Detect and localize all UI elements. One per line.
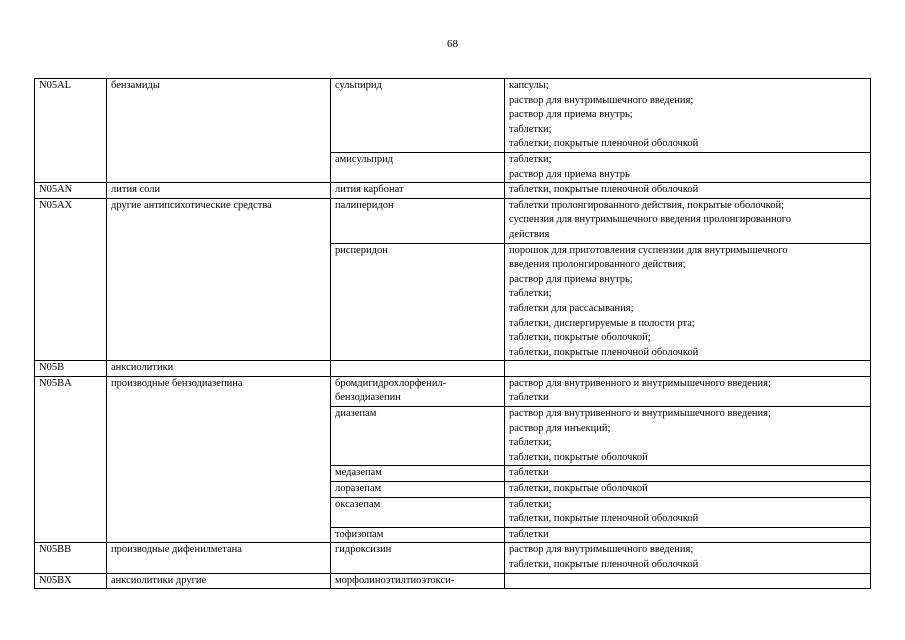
dosage-forms-cell bbox=[505, 482, 871, 498]
group-cell bbox=[107, 466, 331, 482]
dosage-form-line: таблетки bbox=[509, 528, 549, 540]
dosage-form-line: раствор для приема внутрь; bbox=[509, 273, 633, 285]
dosage-form-line: действия bbox=[509, 228, 550, 240]
atc-code-cell bbox=[35, 243, 107, 361]
atc-code-cell bbox=[35, 407, 107, 466]
table-row bbox=[35, 361, 871, 377]
table-row bbox=[35, 543, 871, 573]
atc-code-cell: N05AX bbox=[35, 198, 107, 243]
drug-name-line: гидроксизин bbox=[335, 544, 392, 556]
table-row bbox=[35, 407, 871, 466]
dosage-form-line: раствор для внутримышечного введения; bbox=[509, 544, 694, 556]
group-cell: анксиолитики другие bbox=[107, 573, 331, 589]
drug-name-line: палиперидон bbox=[335, 199, 394, 211]
drug-name-cell bbox=[331, 376, 505, 406]
dosage-forms-cell bbox=[505, 361, 871, 377]
dosage-forms-cell bbox=[505, 543, 871, 573]
dosage-form-line: суспензия для внутримышечного введения пролонгированного bbox=[509, 214, 792, 226]
atc-code-cell bbox=[35, 527, 107, 543]
table-row bbox=[35, 198, 871, 243]
dosage-form-line: таблетки bbox=[509, 467, 549, 479]
dosage-form-line: таблетки, покрытые пленочной оболочкой bbox=[509, 346, 699, 358]
drug-name-cell bbox=[331, 573, 505, 589]
group-cell bbox=[107, 407, 331, 466]
group-cell: производные бензодиазепина bbox=[107, 376, 331, 406]
drug-name-cell bbox=[331, 152, 505, 182]
atc-code-cell bbox=[35, 482, 107, 498]
table-body bbox=[35, 79, 871, 589]
atc-code-cell bbox=[35, 152, 107, 182]
dosage-form-line: раствор для инъекций; bbox=[509, 422, 611, 434]
dosage-form-line: таблетки, диспергируемые в полости рта; bbox=[509, 317, 695, 329]
dosage-form-line: раствор для внутримышечного введения; bbox=[509, 94, 694, 106]
group-cell: лития соли bbox=[107, 183, 331, 199]
drug-name-line: оксазепам bbox=[335, 498, 381, 510]
dosage-form-line: введения пролонгированного действия; bbox=[509, 259, 686, 271]
drug-name-line: морфолиноэтилтиоэтокси- bbox=[335, 574, 455, 586]
group-cell bbox=[107, 243, 331, 361]
dosage-forms-cell bbox=[505, 183, 871, 199]
table-row bbox=[35, 527, 871, 543]
drug-name-cell bbox=[331, 497, 505, 527]
group-cell: производные дифенилметана bbox=[107, 543, 331, 573]
atc-code-cell: N05BX bbox=[35, 573, 107, 589]
drug-name-line: бромдигидрохлорфенил- bbox=[335, 377, 447, 389]
atc-code-cell: N05AN bbox=[35, 183, 107, 199]
drug-name-cell bbox=[331, 482, 505, 498]
atc-code-cell bbox=[35, 466, 107, 482]
dosage-form-line: раствор для приема внутрь bbox=[509, 168, 630, 180]
table-row bbox=[35, 482, 871, 498]
atc-code-cell: N05AL bbox=[35, 79, 107, 153]
group-cell bbox=[107, 152, 331, 182]
dosage-form-line: таблетки, покрытые оболочкой bbox=[509, 451, 648, 463]
dosage-form-line: раствор для внутривенного и внутримышечного введения; bbox=[509, 408, 771, 420]
atc-code-cell: N05BB bbox=[35, 543, 107, 573]
table-row bbox=[35, 573, 871, 589]
drug-name-cell bbox=[331, 466, 505, 482]
table-row bbox=[35, 376, 871, 406]
table-row bbox=[35, 183, 871, 199]
dosage-forms-cell bbox=[505, 407, 871, 466]
drug-name-line: лития карбонат bbox=[335, 184, 404, 196]
dosage-form-line: таблетки bbox=[509, 392, 549, 404]
group-cell bbox=[107, 527, 331, 543]
dosage-form-line: таблетки, покрытые пленочной оболочкой bbox=[509, 138, 699, 150]
dosage-forms-cell bbox=[505, 79, 871, 153]
table-row bbox=[35, 152, 871, 182]
drug-table bbox=[34, 78, 871, 589]
dosage-form-line: таблетки; bbox=[509, 123, 552, 135]
group-cell bbox=[107, 497, 331, 527]
dosage-form-line: таблетки, покрытые пленочной оболочкой bbox=[509, 559, 699, 570]
dosage-form-line: таблетки, покрытые оболочкой bbox=[509, 483, 648, 495]
dosage-forms-cell bbox=[505, 152, 871, 182]
atc-code-cell: N05BA bbox=[35, 376, 107, 406]
group-cell: другие антипсихотические средства bbox=[107, 198, 331, 243]
group-cell bbox=[107, 482, 331, 498]
drug-name-cell bbox=[331, 243, 505, 361]
drug-name-line: лоразепам bbox=[335, 483, 382, 495]
drug-name-line: сульпирид bbox=[335, 80, 382, 91]
atc-code-cell: N05B bbox=[35, 361, 107, 377]
page-number: 68 bbox=[447, 38, 458, 50]
dosage-forms-cell bbox=[505, 243, 871, 361]
dosage-form-line: таблетки; bbox=[509, 153, 552, 165]
dosage-form-line: раствор для внутривенного и внутримышечного введения; bbox=[509, 377, 771, 389]
dosage-form-line: таблетки, покрытые оболочкой; bbox=[509, 332, 651, 344]
dosage-form-line: таблетки, покрытые пленочной оболочкой bbox=[509, 513, 699, 525]
drug-name-cell bbox=[331, 198, 505, 243]
drug-name-cell bbox=[331, 543, 505, 573]
drug-name-cell bbox=[331, 527, 505, 543]
drug-name-cell bbox=[331, 79, 505, 153]
dosage-forms-cell bbox=[505, 497, 871, 527]
table-row bbox=[35, 466, 871, 482]
group-cell: бензамиды bbox=[107, 79, 331, 153]
drug-name-cell bbox=[331, 361, 505, 377]
dosage-form-line: таблетки для рассасывания; bbox=[509, 302, 634, 314]
dosage-form-line: таблетки пролонгированного действия, покрытые оболочкой; bbox=[509, 199, 784, 211]
group-cell: анксиолитики bbox=[107, 361, 331, 377]
drug-name-line: рисперидон bbox=[335, 244, 388, 256]
drug-name-line: амисульприд bbox=[335, 153, 394, 165]
dosage-forms-cell bbox=[505, 573, 871, 589]
atc-code-cell bbox=[35, 497, 107, 527]
table-row bbox=[35, 79, 871, 153]
drug-name-line: тофизопам bbox=[335, 528, 384, 540]
dosage-form-line: таблетки, покрытые пленочной оболочкой bbox=[509, 184, 699, 196]
drug-name-cell bbox=[331, 407, 505, 466]
table-row bbox=[35, 497, 871, 527]
dosage-form-line: порошок для приготовления суспензии для внутримышечного bbox=[509, 244, 788, 256]
dosage-forms-cell bbox=[505, 198, 871, 243]
dosage-form-line: таблетки; bbox=[509, 288, 552, 300]
dosage-form-line: раствор для приема внутрь; bbox=[509, 109, 633, 121]
dosage-form-line: таблетки; bbox=[509, 437, 552, 449]
dosage-forms-cell bbox=[505, 527, 871, 543]
dosage-forms-cell bbox=[505, 466, 871, 482]
table-row bbox=[35, 243, 871, 361]
drug-name-line: диазепам bbox=[335, 408, 377, 420]
drug-name-cell bbox=[331, 183, 505, 199]
drug-name-line: медазепам bbox=[335, 467, 382, 479]
dosage-form-line: таблетки; bbox=[509, 498, 552, 510]
dosage-forms-cell bbox=[505, 376, 871, 406]
drug-name-line: бензодиазепин bbox=[335, 392, 401, 404]
dosage-form-line: капсулы; bbox=[509, 80, 549, 91]
